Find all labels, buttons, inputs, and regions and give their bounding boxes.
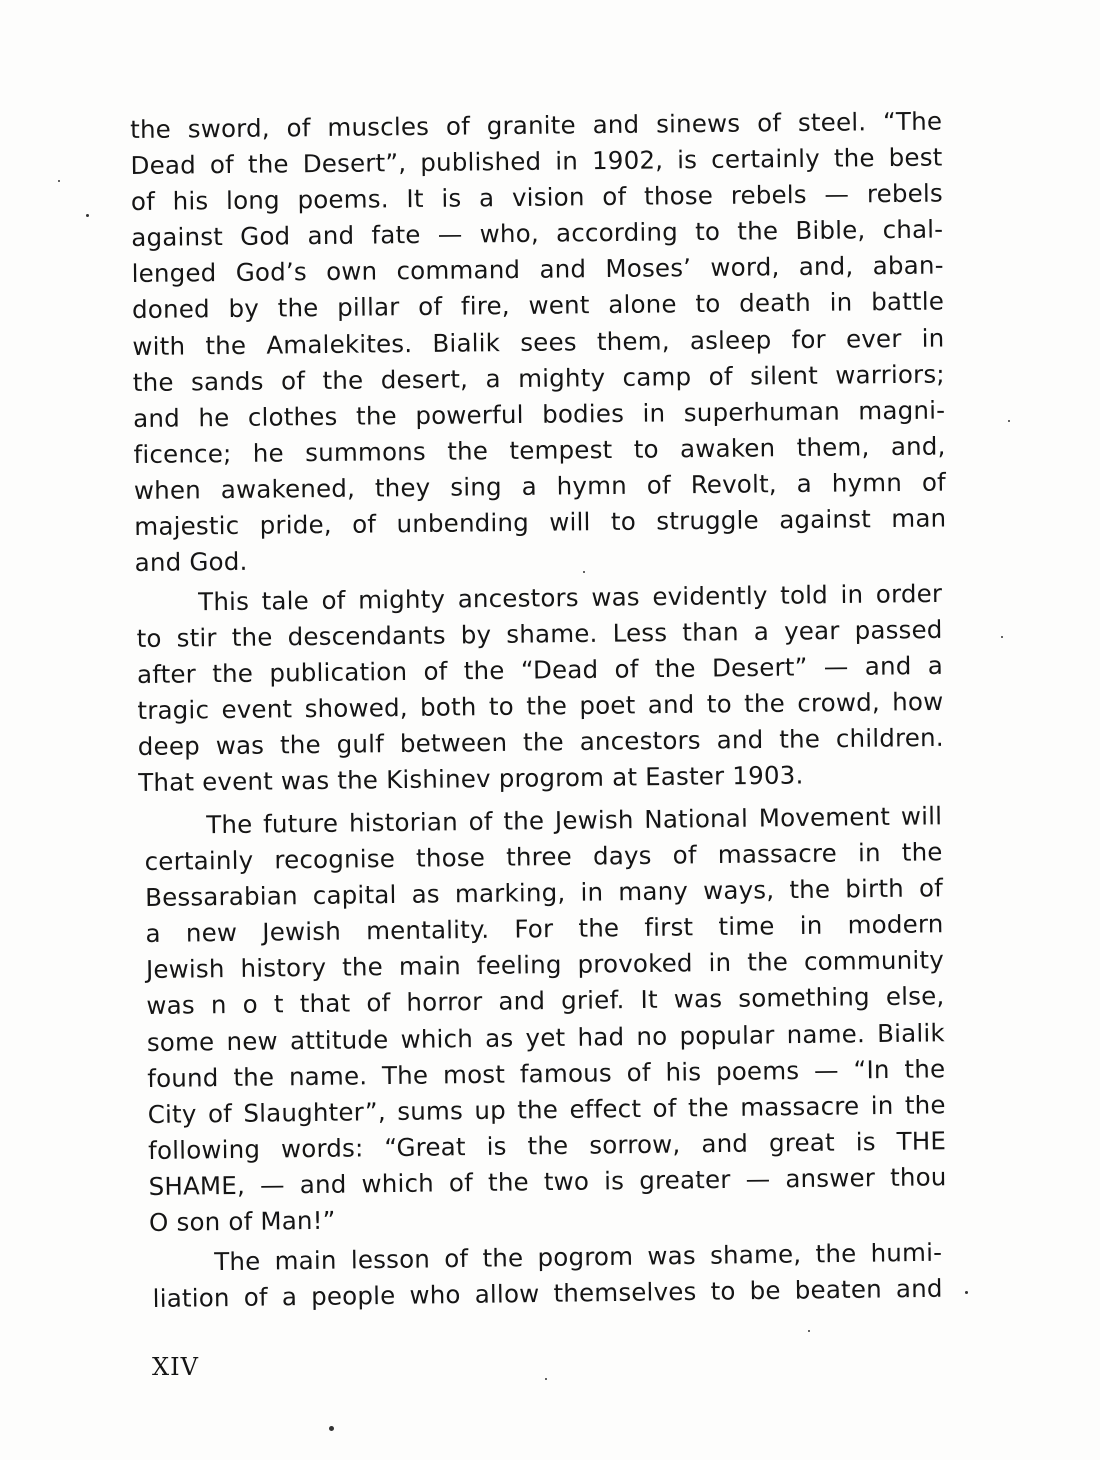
paragraph-1 bbox=[130, 103, 947, 581]
text-line: the sword, of muscles of granite and sinews of steel. “The bbox=[130, 106, 943, 144]
text-line: Bessarabian capital as marking, in many ways, the birth of bbox=[144, 873, 944, 912]
text-line: to stir the descendants by shame. Less than a year passed bbox=[136, 615, 943, 654]
text-line: The future historian of the Jewish National Movement will bbox=[206, 801, 943, 840]
text-line: SHAME, — and which of the two is greater — answer thou bbox=[148, 1161, 947, 1201]
text-line: liation of a people who allow themselves to be beaten and bbox=[152, 1273, 943, 1313]
text-line: following words: “Great is the sorrow, and great is THE bbox=[148, 1125, 947, 1165]
body-text bbox=[130, 106, 947, 1317]
text-line: of his long poems. It is a vision of those rebels — rebels bbox=[130, 178, 944, 217]
scan-speck bbox=[808, 1330, 810, 1332]
scan-speck bbox=[58, 180, 60, 182]
text-line: and he clothes the powerful bodies in superhuman magni- bbox=[133, 395, 946, 433]
scan-speck bbox=[329, 1426, 334, 1431]
scan-speck bbox=[545, 1378, 547, 1380]
text-line: with the Amalekites. Bialik sees them, asleep for ever in bbox=[132, 323, 945, 361]
scan-speck bbox=[86, 214, 89, 217]
text-line: ficence; he summons the tempest to awaken them, and, bbox=[133, 431, 946, 469]
paragraph-2 bbox=[136, 576, 944, 802]
text-line: This tale of mighty ancestors was evidently told in order bbox=[198, 579, 943, 617]
text-line: majestic pride, of unbending will to struggle against man bbox=[134, 503, 947, 542]
scan-speck bbox=[1008, 420, 1010, 422]
text-line: doned by the pillar of fire, went alone to death in battle bbox=[131, 286, 945, 325]
paragraph-3 bbox=[144, 798, 947, 1241]
text-line: found the name. The most famous of his poems — “In the bbox=[147, 1053, 946, 1093]
text-line: against God and fate — who, according to the Bible, chal- bbox=[131, 214, 944, 253]
text-line: The main lesson of the pogrom was shame, the humi- bbox=[214, 1237, 943, 1277]
text-line: O son of Man!” bbox=[148, 1205, 336, 1237]
text-line: after the publication of the “Dead of the Desert” — and a bbox=[136, 651, 944, 690]
page-number: XIV bbox=[152, 1353, 199, 1381]
text-line: Dead of the Desert”, published in 1902, is certainly the best bbox=[130, 142, 943, 181]
text-line: a new Jewish mentality. For the first time in modern bbox=[145, 909, 944, 949]
text-line: was n o t that of horror and grief. It was something else, bbox=[146, 981, 945, 1021]
text-line: Jewish history the main feeling provoked in the community bbox=[145, 945, 945, 985]
text-line: when awakened, they sing a hymn of Revolt, a hymn of bbox=[133, 467, 947, 505]
text-line: the sands of the desert, a mighty camp of silent warriors; bbox=[132, 359, 945, 397]
text-line: lenged God’s own command and Moses’ word, and, aban- bbox=[131, 250, 944, 289]
scan-speck bbox=[965, 1291, 968, 1294]
text-line: tragic event showed, both to the poet and to the crowd, how bbox=[137, 687, 944, 726]
text-line: some new attitude which as yet had no popular name. Bialik bbox=[146, 1017, 945, 1057]
paragraph-4 bbox=[152, 1235, 943, 1318]
text-line: City of Slaughter”, sums up the effect of the massacre in the bbox=[147, 1089, 946, 1129]
text-line: and God. bbox=[134, 546, 248, 578]
scan-speck bbox=[1001, 636, 1003, 638]
text-line: That event was the Kishinev progrom at Easter 1903. bbox=[138, 761, 804, 798]
scan-speck bbox=[583, 571, 585, 573]
text-line: certainly recognise those three days of massacre in the bbox=[144, 837, 943, 876]
text-line: deep was the gulf between the ancestors and the children. bbox=[137, 723, 944, 762]
